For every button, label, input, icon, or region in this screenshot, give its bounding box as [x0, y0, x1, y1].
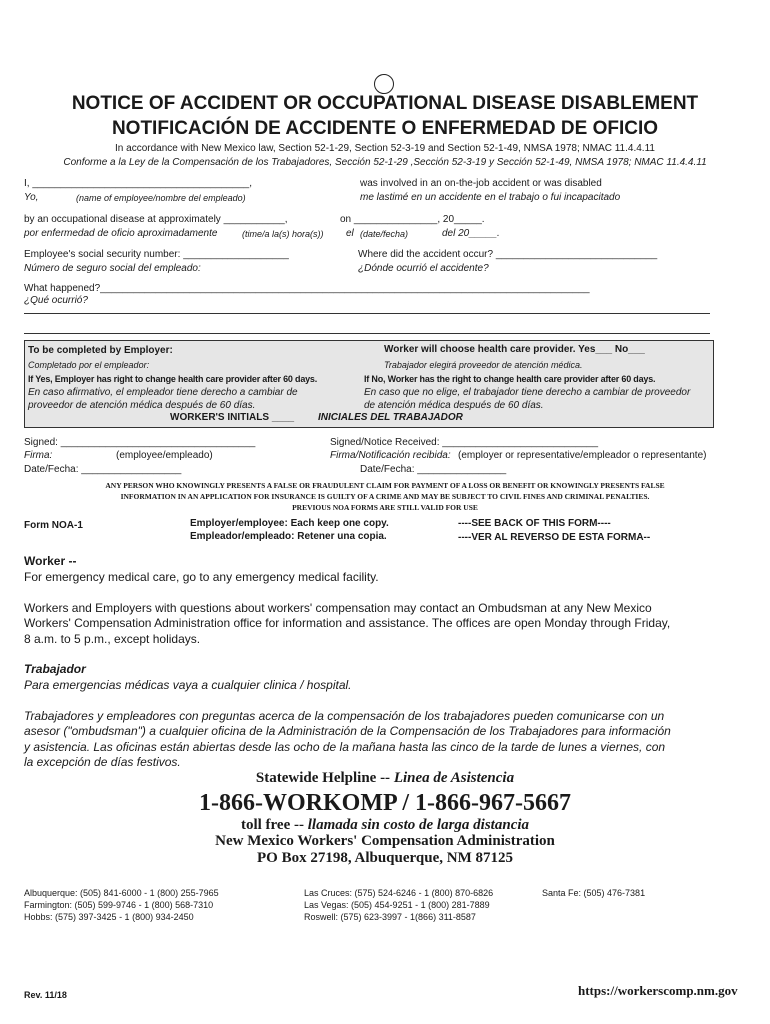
time-label: (time/a la(s) hora(s)): [242, 229, 324, 239]
website-url[interactable]: https://workerscomp.nm.gov: [578, 983, 738, 998]
employer-yes-rule-es-2: proveedor de atención médica después de 60 días.: [28, 400, 256, 411]
accident-date-field[interactable]: on _______________, 20_____.: [340, 214, 485, 225]
employee-name-field[interactable]: I, _______________________________________,: [24, 178, 253, 189]
form-id: Form NOA-1: [24, 520, 83, 531]
previous-forms-note: PREVIOUS NOA FORMS ARE STILL VALID FOR USE: [292, 503, 478, 512]
office-las-vegas: Las Vegas: (505) 454-9251 - 1 (800) 281-7889: [304, 900, 490, 910]
ombudsman-es-4: la excepción de días festivos.: [24, 755, 181, 769]
toll-free-en: toll free --: [240, 817, 304, 833]
accident-location-label-es: ¿Dónde ocurrió el accidente?: [358, 263, 489, 274]
fraud-warning-line-2: INFORMATION IN AN APPLICATION FOR INSURANCE IS GUILTY OF A CRIME AND MAY BE SUBJECT TO CIVIL FINES AND CRIMINAL PENALTIES.: [120, 492, 650, 501]
worker-no-rule-es-2: de atención médica después de 60 días.: [364, 400, 544, 411]
employer-date-field[interactable]: Date/Fecha: ________________: [360, 464, 507, 475]
ombudsman-en-2: Workers' Compensation Administration office for information and assistance. The offices are open Monday through Friday,: [24, 616, 671, 630]
helpline-title: [0, 770, 770, 787]
employee-signature-field[interactable]: Signed: ___________________________________: [24, 437, 256, 448]
office-hobbs: Hobbs: (575) 397-3425 - 1 (800) 934-2450: [24, 912, 194, 922]
worker-no-rule-es-1: En caso que no elige, el trabajador tiene derecho a cambiar de proveedor: [364, 387, 691, 398]
copy-instruction-en: Employer/employee: Each keep one copy.: [190, 518, 389, 529]
emergency-care-en: For emergency medical care, go to any emergency medical facility.: [24, 570, 379, 584]
ombudsman-en-3: 8 a.m. to 5 p.m., except holidays.: [24, 632, 201, 646]
helpline-number: 1-866-WORKOMP / 1-866-967-5667: [199, 790, 571, 816]
worker-initials-field[interactable]: WORKER'S INITIALS ____: [170, 412, 295, 423]
accident-location-field[interactable]: Where did the accident occur? _____________________________: [358, 249, 658, 260]
yo-label: Yo,: [24, 192, 39, 203]
worker-heading: Worker --: [24, 554, 77, 568]
office-santa-fe: Santa Fe: (505) 476-7381: [542, 888, 646, 898]
worker-no-rule: If No, Worker has the right to change health care provider after 60 days.: [364, 374, 656, 384]
year-field-es: del 20_____.: [442, 228, 500, 239]
revision-label: Rev. 11/18: [24, 990, 67, 1000]
firma-label: Firma:: [24, 450, 53, 461]
description-line-1[interactable]: [24, 313, 710, 314]
employee-date-field[interactable]: Date/Fecha: __________________: [24, 464, 182, 475]
toll-free-es: llamada sin costo de larga distancia: [307, 817, 530, 833]
law-reference-es: Conforme a la Ley de la Compensación de los Trabajadores, Sección 52-1-29 ,Sección 52-3-19 y Sección 52-1-49, NMSA 1978; NMAC 11.4.4.11: [63, 157, 707, 168]
provider-choice-question[interactable]: Worker will choose health care provider. Yes___ No___: [384, 344, 645, 355]
title-es: NOTIFICACIÓN DE ACCIDENTE O ENFERMEDAD DE OFICIO: [111, 118, 659, 139]
employer-signature-label: (employer or representative/empleador o representante): [458, 450, 707, 461]
worker-initials-label-es: INICIALES DEL TRABAJADOR: [318, 412, 463, 423]
toll-free-line: [0, 817, 770, 834]
employer-yes-rule: If Yes, Employer has right to change health care provider after 60 days.: [28, 374, 318, 384]
office-las-cruces: Las Cruces: (575) 524-6246 - 1 (800) 870-6826: [304, 888, 494, 898]
employer-signature-field[interactable]: Signed/Notice Received: ____________________________: [330, 437, 599, 448]
employer-box-title: To be completed by Employer:: [28, 345, 173, 356]
employer-signature-label-es: Firma/Notificación recibida:: [330, 450, 451, 461]
disease-text-es: por enfermedad de oficio aproximadamente: [24, 228, 218, 239]
what-happened-field[interactable]: What happened?________________________________________________________________________________________: [24, 283, 590, 294]
employer-yes-rule-es-1: En caso afirmativo, el empleador tiene derecho a cambiar de: [28, 387, 298, 398]
el-label: el: [346, 228, 354, 239]
date-label: (date/fecha): [360, 229, 409, 239]
agency-address: PO Box 27198, Albuquerque, NM 87125: [256, 850, 513, 866]
ssn-field[interactable]: Employee's social security number: ___________________: [24, 249, 289, 260]
provider-choice-question-es: Trabajador elegirá proveedor de atención médica.: [384, 360, 583, 370]
involved-text-en: was involved in an on-the-job accident or was disabled: [360, 178, 602, 189]
ssn-label-es: Número de seguro social del empleado:: [24, 263, 201, 274]
office-roswell: Roswell: (575) 623-3997 - 1(866) 311-8587: [304, 912, 476, 922]
office-albuquerque: Albuquerque: (505) 841-6000 - 1 (800) 255-7965: [24, 888, 219, 898]
what-happened-label-es: ¿Qué ocurrió?: [24, 295, 88, 306]
employee-signature-label: (employee/empleado): [116, 450, 213, 461]
helpline-title-es: Linea de Asistencia: [393, 770, 515, 786]
office-farmington: Farmington: (505) 599-9746 - 1 (800) 568-7310: [24, 900, 214, 910]
agency-name: New Mexico Workers' Compensation Administration: [215, 833, 555, 849]
emergency-care-es: Para emergencias médicas vaya a cualquier clinica / hospital.: [24, 678, 352, 692]
involved-text-es: me lastimé en un accidente en el trabajo o fui incapacitado: [360, 192, 621, 203]
ombudsman-en-1: Workers and Employers with questions about workers' compensation may contact an Ombudsman at any New Mexico: [24, 601, 652, 615]
description-line-2[interactable]: [24, 333, 710, 334]
see-back-es: ----VER AL REVERSO DE ESTA FORMA--: [458, 532, 651, 543]
fraud-warning-line-1: ANY PERSON WHO KNOWINGLY PRESENTS A FALSE OR FRAUDULENT CLAIM FOR PAYMENT OF A LOSS OR BENEFIT OR KNOWINGLY PRESENTS FALSE: [105, 481, 665, 490]
ombudsman-es-2: asesor ("ombudsman") a cualquier oficina de la Administración de la Compensación de los Trabajadores para información: [24, 724, 671, 738]
trabajador-heading: Trabajador: [24, 662, 86, 676]
title-en: NOTICE OF ACCIDENT OR OCCUPATIONAL DISEASE DISABLEMENT: [71, 93, 699, 114]
ombudsman-es-3: y asistencia. Las oficinas están abiertas desde las ocho de la mañana hasta las cinco de la tarde de lunes a viernes, con: [24, 740, 666, 754]
ombudsman-es-1: Trabajadores y empleadores con preguntas acerca de la compensación de los trabajadores pueden comunicarse con un: [24, 709, 665, 723]
see-back-en: ----SEE BACK OF THIS FORM----: [458, 518, 611, 529]
accident-time-field[interactable]: by an occupational disease at approximately ___________,: [24, 214, 288, 225]
employee-name-label: (name of employee/nombre del empleado): [76, 193, 246, 203]
law-reference-en: In accordance with New Mexico law, Section 52-1-29, Section 52-3-19 and Section 52-1-49, NMSA 1978; NMAC 11.4.4.11: [115, 143, 655, 154]
helpline-title-en: Statewide Helpline --: [255, 770, 391, 786]
circle-mark: [374, 74, 394, 94]
copy-instruction-es: Empleador/empleado: Retener una copia.: [190, 531, 387, 542]
employer-box-title-es: Completado por el empleador:: [28, 360, 150, 370]
